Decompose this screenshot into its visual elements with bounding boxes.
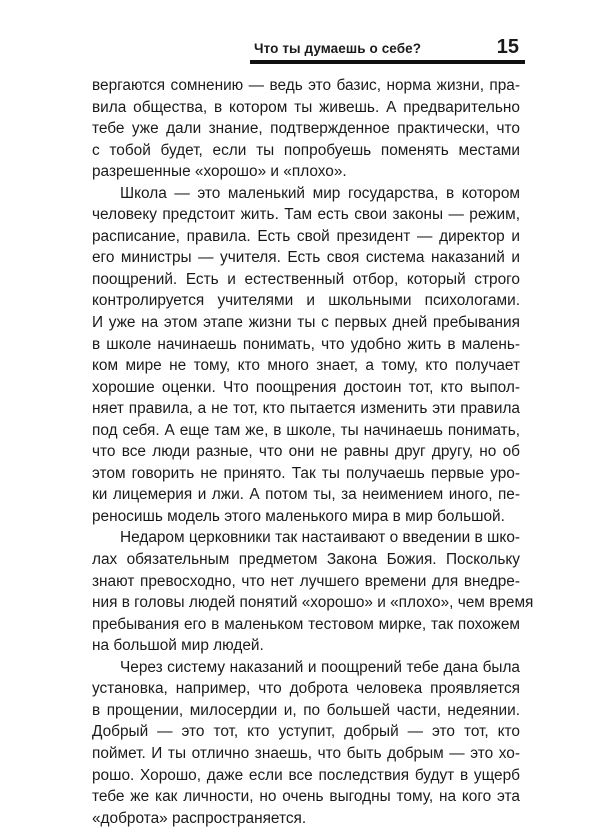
text-line: вергаются сомнению — ведь это базис, норма жизни, пра-	[92, 77, 520, 94]
text-line: Через систему наказаний и поощрений тебе дана была	[120, 658, 520, 676]
text-line: хорошие оценки. Что поощрения достоин тот, кто выпол-	[92, 378, 520, 396]
text-line: поймет. И ты отлично знаешь, что быть добрым — это хо-	[92, 744, 520, 762]
text-line: человеку предстоит жить. Там есть свои законы — режим,	[92, 206, 520, 224]
text-line: «доброта» распространяется.	[92, 809, 307, 827]
text-line: расписание, правила. Есть свой президент — директор и	[92, 227, 520, 245]
text-line: разрешенные «хорошо» и «плохо».	[92, 163, 347, 181]
text-line: ния в головы людей понятий «хорошо» и «плохо», чем время	[92, 594, 534, 612]
text-line: лах обязательным предметом Закона Божия. Поскольку	[92, 551, 520, 569]
running-title: Что ты думаешь о себе?	[254, 41, 422, 56]
paragraph	[92, 657, 520, 829]
text-line: тебе же как личности, но очень выгодны тому, на кого эта	[92, 788, 520, 806]
text-line: что все люди разные, что они не равны друг другу, но об	[92, 443, 520, 461]
text-line: в школе начинаешь понимать, что удобно жить в малень-	[92, 335, 520, 353]
text-line: ки лицемерия и лжи. А потом ты, за неимением иного, пе-	[92, 486, 520, 504]
paragraph	[92, 527, 534, 656]
text-line: ком мире не тому, кто много знает, а тому, кто получает	[92, 357, 520, 375]
text-line: в прощении, милосердии и, по большей части, недеянии.	[92, 701, 520, 719]
text-line: вила общества, в котором ты живешь. А предварительно	[92, 98, 520, 116]
text-line: И уже на этом этапе жизни ты с первых дней пребывания	[92, 314, 520, 332]
text-line: этом говорить не принято. Так ты получаешь первые уро-	[92, 464, 520, 482]
page-header	[250, 36, 525, 62]
text-line: установка, например, что доброта человека проявляется	[92, 680, 520, 698]
text-line: Добрый — это тот, кто уступит, добрый — это тот, кто	[92, 723, 520, 741]
text-line: реносишь модель этого маленького мира в мир большой.	[92, 507, 505, 525]
paragraph	[92, 75, 520, 183]
text-line: Школа — это маленький мир государства, в котором	[120, 184, 520, 202]
page-number: 15	[496, 36, 519, 58]
text-line: няет правила, а не тот, кто пытается изменить эти правила	[92, 400, 520, 418]
text-line: на большой мир людей.	[92, 637, 264, 655]
text-line: знают превосходно, что нет лучшего времени для внедре-	[92, 572, 520, 590]
body-text	[92, 75, 534, 829]
text-line: под себя. А еще там же, в школе, ты начинаешь понимать,	[92, 421, 520, 439]
text-line: рошо. Хорошо, даже если все последствия будут в ущерб	[92, 766, 520, 784]
text-line: с тобой будет, если ты попробуешь поменять местами	[92, 141, 520, 159]
text-line: Недаром церковники так настаивают о введении в шко-	[120, 529, 520, 547]
text-line: его министры — учителя. Есть своя система наказаний и	[92, 249, 520, 267]
header-rule	[250, 60, 525, 64]
text-line: поощрений. Есть и естественный отбор, который строго	[92, 270, 520, 288]
text-line: пребывания его в маленьком тестовом мирке, так похожем	[92, 615, 520, 633]
text-line: контролируется учителями и школьными психологами.	[92, 292, 520, 310]
text-line: тебе уже дали знание, подтвержденное практически, что	[92, 120, 520, 138]
paragraph	[92, 183, 520, 528]
